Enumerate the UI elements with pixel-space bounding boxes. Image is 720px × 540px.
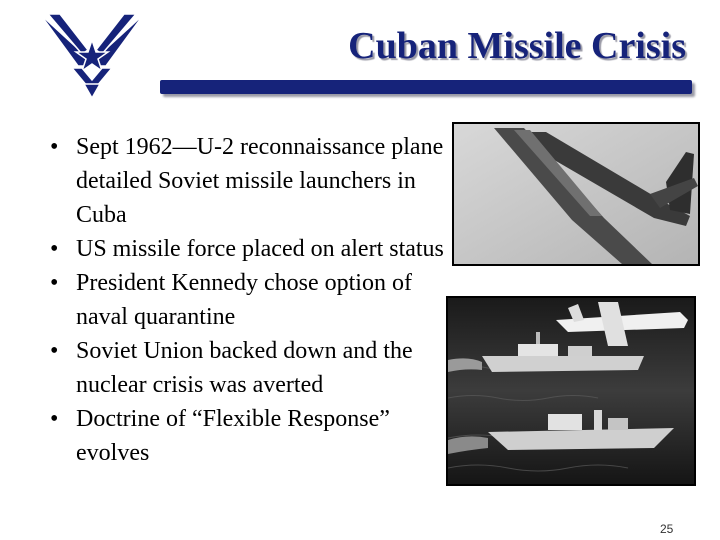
bullet-text: Sept 1962—U-2 reconnaissance plane detailed Soviet missile launchers in Cuba [76,134,444,228]
bullet-marker: • [50,236,59,262]
bullet-text: Doctrine of “Flexible Response” evolves [76,406,390,466]
page-number: 25 [660,522,674,536]
bullet-list [44,130,464,470]
bullet-marker: • [50,134,59,160]
bullet-item [44,334,464,402]
naval-quarantine-image [448,298,694,484]
u2-plane-image [454,124,698,264]
bullet-text: Soviet Union backed down and the nuclear crisis was averted [76,338,413,398]
bullet-marker: • [50,270,59,296]
bullet-item [44,266,464,334]
u2-plane-photo [452,122,700,266]
bullet-item [44,130,464,232]
naval-quarantine-photo [446,296,696,486]
air-force-logo-icon [38,6,146,100]
bullet-text: US missile force placed on alert status [76,236,444,262]
bullet-text: President Kennedy chose option of naval quarantine [76,270,412,330]
slide-title: Cuban Missile Crisis [348,25,686,67]
title-underline-bar [160,80,692,94]
bullet-item [44,232,464,266]
bullet-marker: • [50,406,59,432]
bullet-item [44,402,464,470]
bullet-marker: • [50,338,59,364]
